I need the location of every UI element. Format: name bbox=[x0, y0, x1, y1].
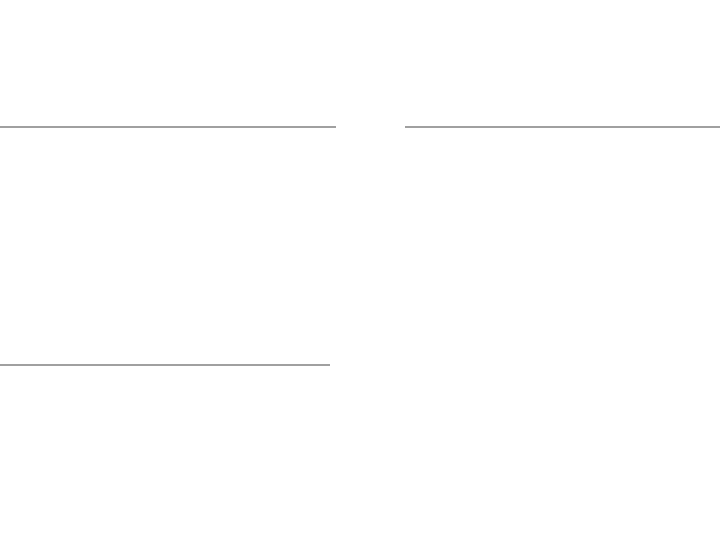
text-panel-background bbox=[336, 172, 716, 540]
explanation-text bbox=[337, 207, 715, 215]
